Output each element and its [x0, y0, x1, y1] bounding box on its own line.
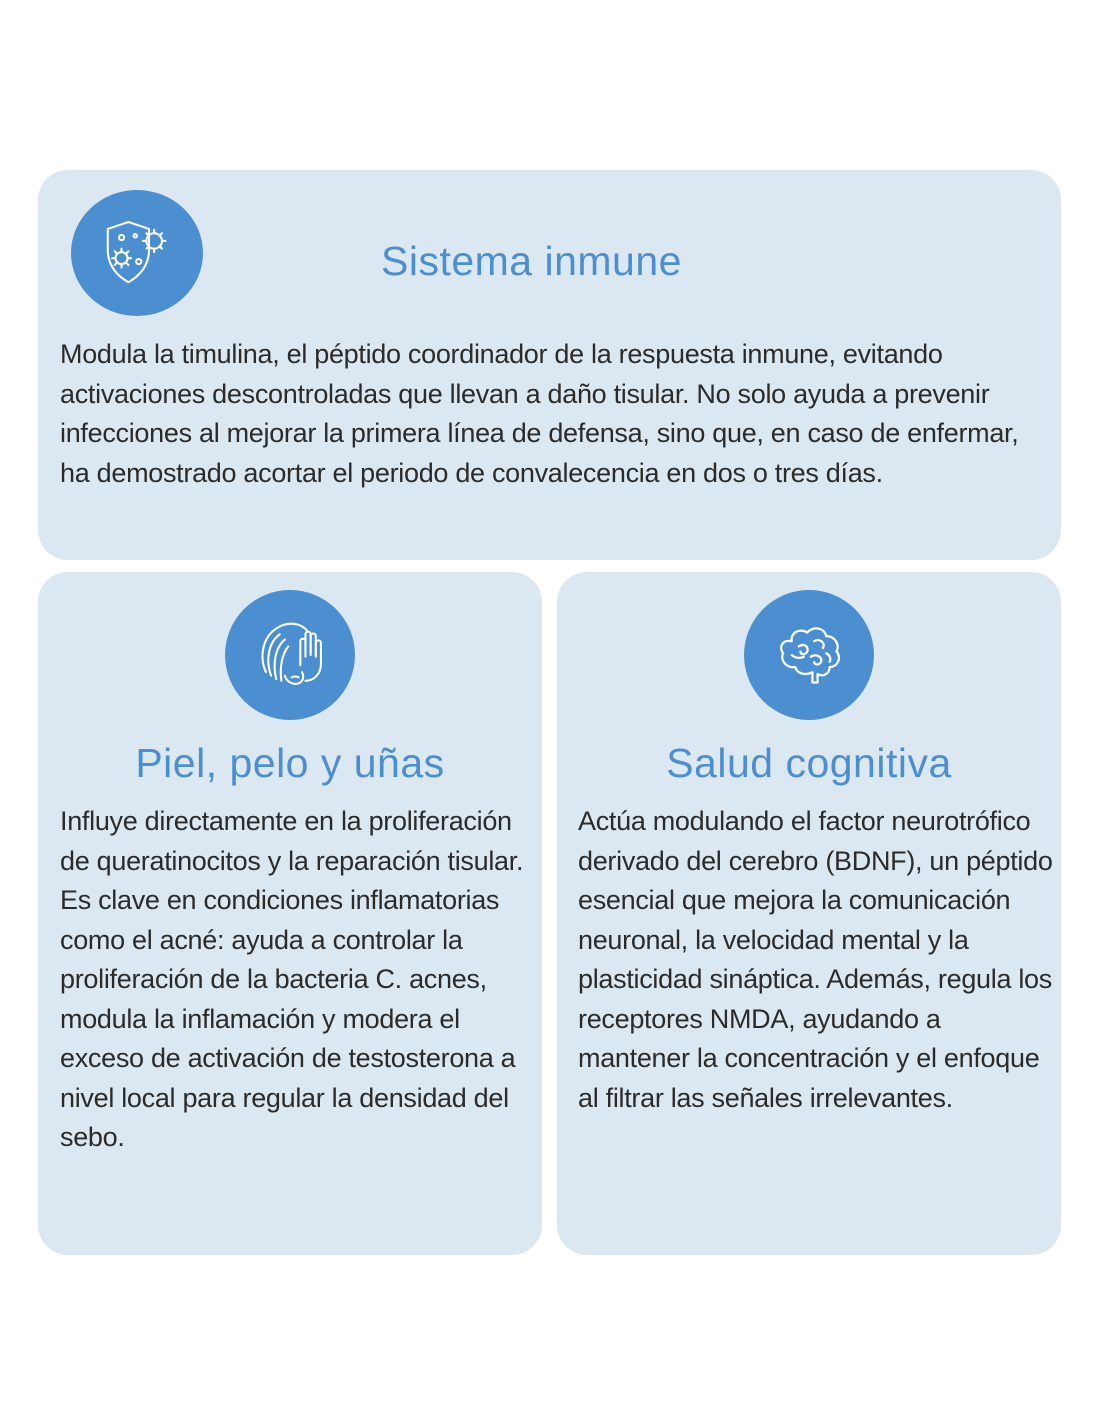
card-immune-system — [38, 170, 1061, 560]
card-title: Sistema inmune — [381, 238, 682, 284]
brain-icon — [744, 590, 874, 720]
card-title: Piel, pelo y uñas — [135, 740, 445, 786]
shield-virus-icon — [71, 190, 203, 316]
card-body-text: Influye directamente en la proliferación de queratinocitos y la reparación tisular. Es clave en condiciones inflamatorias como el acné: ayuda a controlar la proliferación de la bacteria C. acnes, modula la inflamación y modera el exceso de activación de testosterona a nivel local para regular la densidad del sebo. — [60, 806, 524, 1152]
card-cognitive-health — [557, 572, 1061, 1255]
card-body-text: Modula la timulina, el péptido coordinador de la respuesta inmune, evitando activaciones descontroladas que llevan a daño tisular. No solo ayuda a prevenir infecciones al mejorar la primera línea de defensa, sino que, en caso de enfermar, ha demostrado acortar el periodo de convalecencia en dos o tres días. — [60, 339, 1019, 488]
card-skin-hair-nails — [38, 572, 542, 1255]
card-title: Salud cognitiva — [666, 740, 952, 786]
face-hand-hair-icon — [225, 590, 355, 720]
card-body-text: Actúa modulando el factor neurotrófico derivado del cerebro (BDNF), un péptido esencial que mejora la comunicación neuronal, la velocidad mental y la plasticidad sináptica. Además, regula los receptores NMDA, ayudando a mantener la concentración y el enfoque al filtrar las señales irrelevantes. — [578, 806, 1053, 1113]
